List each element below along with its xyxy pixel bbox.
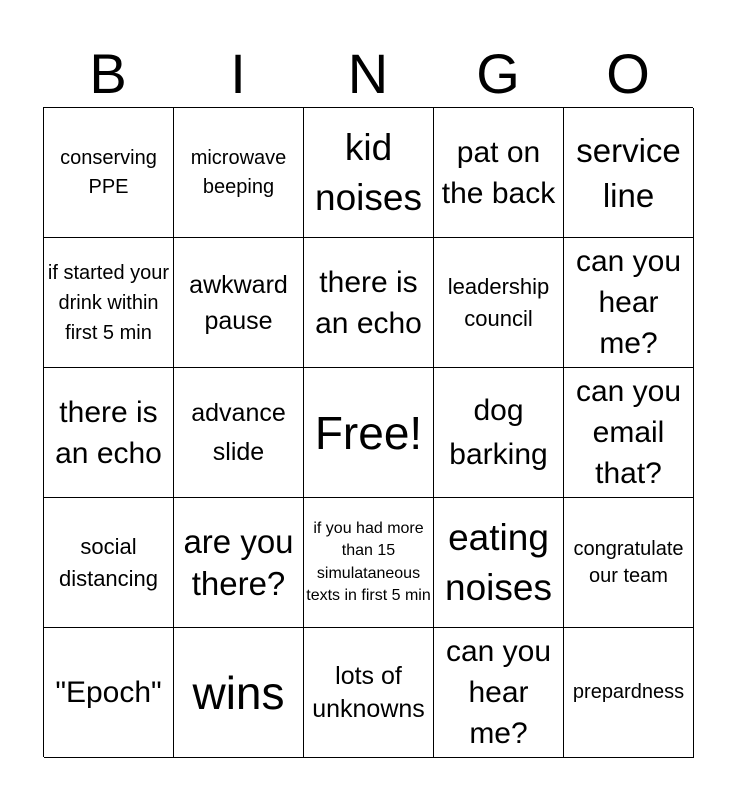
bingo-cell-r4c5[interactable] [564, 498, 694, 628]
bingo-cell-r5c2[interactable] [174, 628, 304, 758]
cell-text: leadership council [447, 273, 550, 331]
bingo-cell-r4c4[interactable] [434, 498, 564, 628]
cell-text: wins [192, 666, 285, 719]
free-space: Free! [314, 406, 423, 459]
bingo-cell-r3c3[interactable] [304, 368, 434, 498]
bingo-cell-r1c3[interactable] [304, 108, 434, 238]
cell-text: there is an echo [315, 265, 422, 340]
cell-text: conserving PPE [60, 146, 157, 198]
bingo-cell-r2c3[interactable] [304, 238, 434, 368]
cell-text: prepardness [572, 681, 685, 703]
bingo-cell-r5c4[interactable] [434, 628, 564, 758]
bingo-board [43, 107, 693, 757]
cell-text: pat on the back [441, 135, 556, 210]
cell-text: social distancing [58, 533, 159, 591]
cell-text: service line [576, 131, 681, 214]
cell-text: if you had more than 15 simulataneous texts in first 5 min [306, 519, 431, 604]
bingo-cell-r2c1[interactable] [44, 238, 174, 368]
bingo-cell-r5c1[interactable] [44, 628, 174, 758]
bingo-cell-r4c3[interactable] [304, 498, 434, 628]
bingo-cell-r3c1[interactable] [44, 368, 174, 498]
cell-text: lots of unknowns [312, 661, 425, 723]
cell-text: congratulate our team [573, 537, 684, 587]
header-letter-b: B [89, 42, 127, 105]
cell-text: eating noises [445, 516, 552, 608]
bingo-cell-r1c2[interactable] [174, 108, 304, 238]
bingo-cell-r2c5[interactable] [564, 238, 694, 368]
cell-text: microwave beeping [190, 146, 287, 198]
bingo-cell-r2c4[interactable] [434, 238, 564, 368]
cell-text: awkward pause [189, 270, 288, 335]
bingo-cell-r4c2[interactable] [174, 498, 304, 628]
bingo-cell-r3c4[interactable] [434, 368, 564, 498]
cell-text: dog barking [449, 393, 548, 471]
cell-text: "Epoch" [55, 676, 162, 709]
header-letter-o: O [606, 42, 650, 105]
bingo-cell-r1c4[interactable] [434, 108, 564, 238]
bingo-cell-r4c1[interactable] [44, 498, 174, 628]
header-letter-i: I [230, 42, 246, 105]
bingo-cell-r1c1[interactable] [44, 108, 174, 238]
cell-text: there is an echo [55, 395, 162, 470]
cell-text: are you there? [183, 522, 294, 602]
cell-text: can you hear me? [575, 245, 682, 360]
cell-text: kid noises [315, 126, 422, 218]
bingo-cell-r5c5[interactable] [564, 628, 694, 758]
bingo-cell-r2c2[interactable] [174, 238, 304, 368]
cell-text: advance slide [191, 398, 286, 466]
cell-text: can you hear me? [445, 635, 552, 750]
bingo-cell-r3c5[interactable] [564, 368, 694, 498]
bingo-cell-r1c5[interactable] [564, 108, 694, 238]
bingo-header [43, 44, 693, 104]
cell-text: if started your drink within first 5 min [47, 261, 170, 344]
bingo-cell-r5c3[interactable] [304, 628, 434, 758]
bingo-cell-r3c2[interactable] [174, 368, 304, 498]
header-letter-g: G [476, 42, 520, 105]
cell-text: can you email that? [575, 375, 682, 490]
header-letter-n: N [347, 42, 389, 105]
